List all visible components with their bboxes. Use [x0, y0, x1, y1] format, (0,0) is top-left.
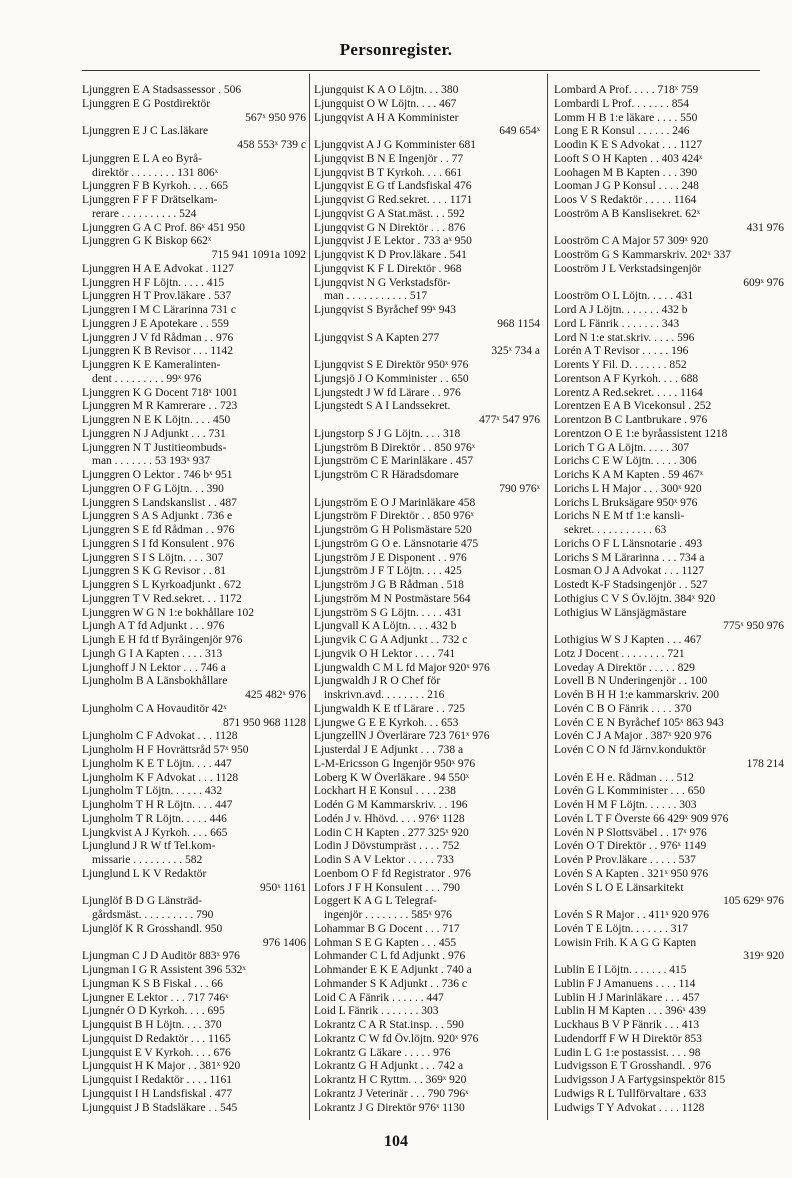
register-entry-line: Ljunggren N T Justitieombuds-	[82, 441, 227, 454]
register-entry-line: Ljunggren G K Biskop 662ˣ	[82, 235, 212, 248]
register-entry-line: Lokrantz C W fd Öv.löjtn. 920ˣ 976	[314, 1032, 479, 1045]
register-entry-line: Ljunggren E G Postdirektör	[82, 97, 211, 110]
register-entry-line: Lord N 1:e stat.skriv. . . . . 596	[554, 331, 695, 344]
register-entry-line: Ljunglund J R W tf Tel.kom-	[82, 840, 216, 853]
register-entry-line: Lorén A T Revisor . . . . . 196	[554, 345, 689, 358]
register-entry-line: Ljungman K S B Fiskal . . . 66	[82, 977, 223, 990]
register-entry-line: Lovén C J A Major . 387ˣ 920 976	[554, 730, 712, 743]
register-entry-line: Ljungwaldh K E tf Lärare . . 725	[314, 702, 466, 715]
register-entry-line: LjungzellN J Överlärare 723 761ˣ 976	[314, 730, 490, 743]
register-entry-line: Ljunglund L K V Redaktör	[82, 867, 207, 880]
register-entry-line: Lorentz A Red.sekret. . . . . 1164	[554, 386, 703, 399]
register-entry-line: Ljunggren N J Adjunkt . . . 731	[82, 427, 226, 440]
register-entry-line: Lorichs L Bruksägare 950ˣ 976	[554, 496, 698, 509]
register-entry-line: 477ˣ 547 976	[479, 414, 540, 426]
register-entry-line: 178 214	[746, 757, 784, 770]
register-entry-line: Ludvigsson J A Fartygsinspektör 815	[554, 1074, 726, 1086]
register-entry-line: Ljungquist J B Stadsläkare . . 545	[82, 1101, 238, 1114]
register-entry-line: Lombardi L Prof. . . . . . . 854	[554, 97, 690, 110]
register-entry-line: Ljunggren M R Kamrerare . . 723	[82, 400, 238, 413]
register-entry-line: Lokrantz J G Direktör 976ˣ 1130	[314, 1101, 465, 1114]
register-entry-line: Lorentzon O E 1:e byråassistent 1218	[554, 427, 728, 440]
register-entry-line: Looman J G P Konsul . . . . 248	[554, 180, 699, 193]
register-entry-line: Ljungwe G E E Kyrkoh. . . 653	[314, 716, 459, 729]
register-entry-line: Lublin E I Löjtn. . . . . . . 415	[554, 964, 687, 976]
register-entry-line: Lovén T E Löjtn. . . . . . . 317	[554, 922, 689, 935]
register-entry-line: Ljungqvist G A Stat.mäst. . . 592	[314, 207, 465, 220]
register-entry-line: Ljungquist H K Major . . 381ˣ 920	[82, 1060, 241, 1073]
register-entry-line: Ljunggren F B Kyrkoh. . . . 665	[82, 180, 228, 193]
register-entry-line: Lovén C O N fd Järnv.konduktör	[554, 744, 706, 756]
register-entry-line: Luckhaus B V P Fänrik . . . 413	[554, 1019, 700, 1031]
register-entry-line: 790 976ˣ	[499, 482, 540, 495]
register-entry-line: direktör . . . . . . . . 131 806ˣ	[92, 166, 218, 179]
register-entry-line: Ljungqvist S E Direktör 950ˣ 976	[314, 359, 469, 371]
register-entry-line: Ljunggren S Landskanslist . . 487	[82, 496, 237, 509]
register-entry-line: Loenbom O F fd Registrator . 976	[314, 867, 471, 880]
register-entry-line: Ljunggren J E Apotekare . . 559	[82, 317, 229, 330]
register-entry-line: Ljungman C J D Auditör 883ˣ 976	[82, 950, 240, 963]
register-entry-line: Lodén J v. Hhövd. . . . 976ˣ 1128	[314, 812, 465, 825]
register-entry-line: Lovén G L Komminister . . . 650	[554, 785, 705, 798]
register-entry-line: Ljungkvist A J Kyrkoh. . . . 665	[82, 826, 228, 839]
register-entry-line: Ljungqvist A J G Komminister 681	[314, 139, 476, 151]
register-entry-line: rerare . . . . . . . . . . 524	[92, 207, 197, 220]
register-entry-line: Ljungquist E V Kyrkoh. . . . 676	[82, 1046, 231, 1059]
register-entry-line: Lokrantz J Veterinär . . . 790 796ˣ	[314, 1087, 469, 1100]
register-entry-line: Ludin L G 1:e postassist. . . . 98	[554, 1046, 701, 1059]
register-entry-line: missarie . . . . . . . . . 582	[92, 854, 203, 866]
register-entry-line: Lovén B H H 1:e kammarskriv. 200	[554, 689, 720, 701]
register-entry-line: Lodin S A V Lektor . . . . . 733	[314, 854, 454, 866]
register-entry-line: Ljungvik C G A Adjunkt . . 732 c	[314, 634, 468, 646]
register-entry-line: Ljunggren H F Löjtn. . . . . 415	[82, 276, 225, 289]
register-entry-line: Lohman S E G Kapten . . . 455	[314, 936, 457, 949]
register-entry-line: Ljungström F Direktör . . 850 976ˣ	[314, 510, 474, 523]
register-entry-line: Ljungholm T Löjtn. . . . . . 432	[82, 785, 223, 798]
register-entry-line: Ljunggren S A S Adjunkt . 736 e	[82, 510, 233, 523]
register-entry-line: 968 1154	[497, 317, 540, 330]
register-entry-line: Lombard A Prof. . . . . 718ˣ 759	[554, 84, 699, 96]
register-entry-line: Lord A J Löjtn. . . . . . . 432 b	[554, 304, 688, 316]
register-entry-line: Ljungqvist S A Kapten 277	[314, 331, 440, 344]
register-entry-line: Lodén G M Kammarskriv. . . 196	[314, 799, 468, 811]
register-entry-line: Loid C A Fänrik . . . . . . 447	[314, 991, 444, 1004]
column-separator	[309, 74, 310, 1120]
register-entry-line: 950ˣ 1161	[259, 881, 306, 894]
register-entry-line: Ljungqvist J E Lektor . 733 aˣ 950	[314, 235, 472, 248]
register-entry-line: Lohmander C L fd Adjunkt . 976	[314, 950, 466, 963]
register-entry-line: Looström A B Kanslisekret. 62ˣ	[554, 207, 701, 220]
register-entry-line: Lovén S L O E Länsarkitekt	[554, 881, 684, 894]
register-entry-line: Ljungner E Lektor . . . 717 746ˣ	[82, 991, 229, 1004]
register-entry-line: Lorichs O F L Länsnotarie . 493	[554, 537, 703, 550]
register-entry-line: Lorentson A F Kyrkoh. . . . 688	[554, 372, 699, 385]
register-column-2	[314, 84, 540, 1114]
register-entry-line: Lovén S R Major . . 411ˣ 920 976	[554, 909, 709, 921]
register-entry-line: Lohmander E K E Adjunkt . 740 a	[314, 964, 472, 976]
register-entry-line: Lorentzon B C Lantbrukare . 976	[554, 414, 708, 426]
register-entry-line: Ljungström M N Postmästare 564	[314, 592, 471, 605]
register-entry-line: Long E R Konsul . . . . . . 246	[554, 125, 690, 138]
register-entry-line: Ljunggren E L A eo Byrå-	[82, 152, 202, 165]
register-entry-line: Ljungqvist G Red.sekret. . . . 1171	[314, 194, 473, 206]
register-entry-line: Ljungquist O W Löjtn. . . . 467	[314, 97, 457, 110]
register-entry-line: Ljunggren W G N 1:e bokhållare 102	[82, 606, 255, 619]
register-entry-line: Loberg K W Överläkare . 94 550ˣ	[314, 771, 470, 784]
register-entry-line: Lothigius W Länsjägmästare	[554, 606, 687, 619]
register-entry-line: 458 553ˣ 739 c	[237, 139, 306, 151]
register-entry-line: Ljungquist K A O Löjtn. . . 380	[314, 84, 459, 96]
register-entry-line: Ljungholm K E T Löjtn. . . . 447	[82, 757, 232, 770]
register-entry-line: Lorichs N E M tf 1:e kansli-	[554, 510, 685, 523]
register-entry-line: Ljungstorp S J G Löjtn. . . . 318	[314, 427, 461, 440]
page-number: 104	[384, 1133, 408, 1150]
register-entry-line: Ljunggren G A C Prof. 86ˣ 451 950	[82, 221, 246, 234]
register-entry-line: Loodin K E S Advokat . . . 1127	[554, 139, 703, 151]
register-entry-line: Ljusterdal J E Adjunkt . . . 738 a	[314, 744, 464, 756]
register-entry-line: Lovén L T F Överste 66 429ˣ 909 976	[554, 812, 729, 825]
register-entry-line: Ljungwaldh C M L fd Major 920ˣ 976	[314, 661, 490, 674]
register-entry-line: Lovén C B O Fänrik . . . . 370	[554, 702, 692, 715]
register-entry-line: Lovén E H e. Rådman . . . 512	[554, 771, 694, 784]
register-entry-line: Ljunggren S I S Löjtn. . . . 307	[82, 551, 224, 564]
register-entry-line: Lovén C E N Byråchef 105ˣ 863 943	[554, 716, 724, 729]
register-entry-line: Looström O L Löjtn. . . . . 431	[554, 290, 694, 303]
register-entry-line: 425 482ˣ 976	[245, 689, 306, 701]
register-entry-line: Ljungholm T R Löjtn. . . . . 446	[82, 812, 227, 825]
register-entry-line: Loohagen M B Kapten . . . 390	[554, 166, 698, 179]
register-entry-line: 609ˣ 976	[743, 276, 784, 289]
register-entry-line: Ljungqvist N G Verkstadsför-	[314, 276, 451, 289]
register-entry-line: Lothigius C V S Öv.löjtn. 384ˣ 920	[554, 592, 716, 605]
register-entry-line: man . . . . . . . 53 193ˣ 937	[92, 455, 210, 468]
register-entry-line: Ljungström E O J Marinläkare 458	[314, 496, 476, 509]
register-entry-line: Ljungquist B H Löjtn. . . . 370	[82, 1019, 222, 1031]
register-entry-line: Ljunggren O Lektor . 746 bˣ 951	[82, 469, 233, 481]
register-entry-line: Lodin C H Kapten . 277 325ˣ 920	[314, 826, 469, 839]
register-entry-line: 319ˣ 920	[743, 950, 784, 963]
register-entry-line: 325ˣ 734 a	[491, 345, 540, 358]
register-entry-line: Lovén H M F Löjtn. . . . . . 303	[554, 799, 697, 811]
register-entry-line: Ljungqvist G N Direktör . . . 876	[314, 221, 466, 234]
register-entry-line: Ljungquist I Redaktör . . . . 1161	[82, 1074, 233, 1086]
register-entry-line: inskrivn.avd. . . . . . . . 216	[324, 689, 445, 701]
register-entry-line: Ljungholm K F Advokat . . . 1128	[82, 771, 239, 784]
register-column-1	[82, 84, 306, 1114]
register-entry-line: Lorentzen E A B Vicekonsul . 252	[554, 400, 712, 413]
register-entry-line: ingenjör . . . . . . . . 585ˣ 976	[324, 909, 452, 921]
register-entry-line: Lohmander S K Adjunkt . . 736 c	[314, 977, 467, 990]
register-entry-line: Looström C A Major 57 309ˣ 920	[554, 235, 709, 248]
register-entry-line: Lostedt K-F Stadsingenjör . . 527	[554, 579, 708, 591]
register-entry-line: Lovén O T Direktör . . 976ˣ 1149	[554, 840, 707, 853]
register-entry-line: Ljunghoff J N Lektor . . . 746 a	[82, 661, 226, 674]
register-entry-line: 715 941 1091a 1092	[211, 249, 306, 261]
register-entry-line: Lockhart H E Konsul . . . . 238	[314, 785, 456, 798]
register-entry-line: Lowisin Frih. K A G G Kapten	[554, 936, 697, 949]
register-entry-line: Ljungström B Direktör . . 850 976ˣ	[314, 441, 476, 454]
register-entry-line: dent . . . . . . . . . 99ˣ 976	[92, 372, 202, 385]
header-rule	[82, 70, 760, 71]
register-entry-line: Lublin H M Kapten . . . 396ˣ 439	[554, 1005, 706, 1018]
register-entry-line: Lovén P Prov.läkare . . . . . 537	[554, 854, 696, 866]
register-entry-line: Lokrantz H C Ryttm. . . 369ˣ 920	[314, 1074, 467, 1086]
register-entry-line: Ljungh A T fd Adjunkt . . . 976	[82, 620, 225, 633]
register-entry-line: Lorich T G A Löjtn. . . . . 307	[554, 441, 690, 454]
register-entry-line: Ljungh G I A Kapten . . . . 313	[82, 647, 223, 660]
register-entry-line: Ljunggren I M C Lärarinna 731 c	[82, 304, 236, 316]
register-entry-line: Loveday A Direktör . . . . . 829	[554, 661, 695, 674]
register-entry-line: Ljungström J G B Rådman . 518	[314, 579, 464, 591]
register-entry-line: Ljungström C E Marinläkare . 457	[314, 455, 474, 468]
register-entry-line: Ljungström G H Polismästare 520	[314, 524, 472, 536]
register-entry-line: Ljungqvist A H A Komminister	[314, 111, 459, 124]
register-entry-line: 775ˣ 950 976	[723, 620, 784, 633]
register-entry-line: Lodin J Dövstumpräst . . . . 752	[314, 840, 460, 853]
register-entry-line: Loid L Fänrik . . . . . . . 303	[314, 1005, 439, 1018]
register-entry-line: Ljungström S G Löjtn. . . . . 431	[314, 606, 462, 619]
register-entry-line: Lokrantz C A R Stat.insp. . . 590	[314, 1019, 464, 1031]
register-entry-line: Ljunggren N E K Löjtn. . . . 450	[82, 414, 231, 426]
register-entry-line: Ljunggren S K G Revisor . . 81	[82, 565, 227, 578]
register-entry-line: Lublin H J Marinläkare . . . 457	[554, 991, 700, 1004]
register-entry-line: Looström G S Kammarskriv. 202ˣ 337	[554, 249, 731, 261]
register-entry-line: Ludwigs T Y Advokat . . . . 1128	[554, 1101, 705, 1114]
register-entry-line: Ljungwaldh J R O Chef för	[314, 675, 441, 688]
register-entry-line: Ljungqvist K D Prov.läkare . 541	[314, 249, 467, 261]
register-entry-line: Ljunggren S E fd Rådman . . 976	[82, 524, 235, 536]
register-entry-line: Lotz J Docent . . . . . . . . 721	[554, 647, 685, 660]
register-entry-line: Ludvigsson E T Grosshandl. . 976	[554, 1060, 712, 1073]
register-entry-line: Lofors J F H Konsulent . . . 790	[314, 881, 460, 894]
register-entry-line: Lokrantz G Läkare . . . . . 976	[314, 1046, 451, 1059]
register-entry-line: Lovén N P Slottsväbel . . 17ˣ 976	[554, 826, 707, 839]
register-entry-line: 431 976	[746, 221, 784, 234]
register-entry-line: Ljunggren O F G Löjtn. . . 390	[82, 482, 224, 495]
register-entry-line: Ljunggren K E Kameralinten-	[82, 359, 221, 371]
register-entry-line: Ljunggren E A Stadsassessor . 506	[82, 84, 242, 96]
register-entry-line: L-M-Ericsson G Ingenjör 950ˣ 976	[314, 757, 476, 770]
register-entry-line: Ljunggren F F F Drätselkam-	[82, 194, 218, 206]
register-entry-line: Ljungholm B A Länsbokhållare	[82, 675, 228, 688]
register-entry-line: 105 629ˣ 976	[723, 895, 784, 908]
register-entry-line: Ljungsjö J O Komminister . . 650	[314, 372, 469, 385]
register-entry-line: Ljungvik O H Lektor . . . . 741	[314, 647, 456, 660]
page-title: Personregister.	[339, 40, 453, 59]
register-entry-line: Ljungholm H F Hovrättsråd 57ˣ 950	[82, 744, 249, 756]
register-entry-line: Looft S O H Kapten . . 403 424ˣ	[554, 152, 703, 165]
register-entry-line: Ljungstedt J W fd Lärare . . 976	[314, 386, 461, 399]
register-entry-line: 976 1406	[262, 936, 306, 949]
register-entry-line: Ljungquist D Redaktör . . . 1165	[82, 1032, 231, 1045]
register-entry-line: Ljungqvist E G tf Landsfiskal 476	[314, 180, 472, 193]
register-entry-line: Ljungqvist S Byråchef 99ˣ 943	[314, 304, 456, 316]
register-entry-line: Ljungholm C F Advokat . . . 1128	[82, 730, 238, 743]
register-entry-line: Ljungqvist K F L Direktör . 968	[314, 262, 462, 275]
register-entry-line: 649 654ˣ	[499, 125, 540, 138]
register-entry-line: Lothigius W S J Kapten . . . 467	[554, 634, 702, 646]
register-entry-line: Lorichs K A M Kapten . 59 467ˣ	[554, 469, 703, 481]
register-entry-line: Ljungvall K A Löjtn. . . . 432 b	[314, 620, 457, 633]
register-entry-line: Ljungholm C A Hovauditör 42ˣ	[82, 702, 227, 715]
register-entry-line: Lohammar B G Docent . . . 717	[314, 922, 460, 935]
register-entry-line: Ljungh E H fd tf Byråingenjör 976	[82, 634, 243, 646]
register-entry-line: Ljungstedt S A I Landssekret.	[314, 400, 451, 413]
register-entry-line: Lorichs S M Lärarinna . . . 734 a	[554, 551, 705, 564]
register-entry-line: Ljunggren H T Prov.läkare . 537	[82, 290, 232, 303]
register-entry-line: Lorichs C E W Löjtn. . . . . 306	[554, 455, 697, 468]
register-entry-line: Lorents Y Fil. D. . . . . . . 852	[554, 359, 687, 371]
register-entry-line: Ljungström C R Häradsdomare	[314, 469, 459, 481]
register-entry-line: Lublin F J Amanuens . . . . 114	[554, 977, 696, 990]
register-column-3	[554, 84, 784, 1114]
register-entry-line: Looström J L Verkstadsingenjör	[554, 262, 702, 275]
register-entry-line: Ljunglöf K R Grosshandl. 950	[82, 922, 223, 935]
register-entry-line: Ludwigs R L Tullförvaltare . 633	[554, 1087, 707, 1100]
register-entry-line: Ljunggren J V fd Rådman . . 976	[82, 331, 234, 344]
register-entry-line: Ljunggren K B Revisor . . . 1142	[82, 345, 233, 358]
register-entry-line: sekret. . . . . . . . . . . 63	[564, 524, 667, 536]
register-entry-line: Ljungnér O D Kyrkoh. . . . 695	[82, 1005, 225, 1018]
register-entry-line: Ljungström J F T Löjtn. . . . 425	[314, 565, 462, 578]
register-entry-line: Loggert K A G L Telegraf-	[314, 895, 437, 908]
register-entry-line: Lomm H B 1:e läkare . . . . 550	[554, 111, 698, 124]
register-entry-line: Ljungqvist B T Kyrkoh. . . . 661	[314, 166, 463, 179]
register-entry-line: Ljungqvist B N E Ingenjör . . 77	[314, 152, 464, 165]
register-entry-line: Ljungquist I H Landsfiskal . 477	[82, 1087, 233, 1100]
register-entry-line: Ljunggren T V Red.sekret. . . 1172	[82, 592, 242, 605]
register-entry-line: gårdsmäst. . . . . . . . . . 790	[92, 909, 214, 921]
register-entry-line: Loos V S Redaktör . . . . . 1164	[554, 194, 697, 206]
register-entry-line: Ljungholm T H R Löjtn. . . . 447	[82, 799, 233, 811]
register-entry-line: Ljunglöf B D G Länsträd-	[82, 895, 203, 908]
register-entry-line: Ljunggren S L Kyrkoadjunkt . 672	[82, 579, 242, 591]
register-entry-line: Ljungström J E Disponent . . 976	[314, 551, 467, 564]
register-entry-line: Losman O J A Advokat . . . 1127	[554, 565, 705, 578]
register-entry-line: Ljunggren H A E Advokat . 1127	[82, 262, 234, 275]
register-entry-line: Ljunggren S I fd Konsulent . 976	[82, 537, 235, 550]
column-separator	[547, 74, 548, 1120]
register-entry-line: Ludendorff F W H Direktör 853	[554, 1032, 702, 1045]
register-entry-line: Lovén S A Kapten . 321ˣ 950 976	[554, 867, 709, 880]
register-entry-line: man . . . . . . . . . . . 517	[324, 290, 428, 303]
register-entry-line: 567ˣ 950 976	[245, 111, 306, 124]
register-entry-line: Lorichs L H Major . . . 300ˣ 920	[554, 482, 702, 495]
register-entry-line: Ljungström G O e. Länsnotarie 475	[314, 537, 479, 550]
register-entry-line: Lokrantz G H Adjunkt . . . 742 a	[314, 1060, 464, 1073]
register-entry-line: Ljunggren K G Docent 718ˣ 1001	[82, 386, 238, 399]
register-entry-line: Lord L Fänrik . . . . . . . 343	[554, 317, 680, 330]
register-entry-line: Ljungman I G R Assistent 396 532ˣ	[82, 964, 246, 976]
register-entry-line: Lovell B N Underingenjör . . 100	[554, 675, 708, 688]
register-entry-line: 871 950 968 1128	[223, 716, 306, 729]
register-entry-line: Ljunggren E J C Las.läkare	[82, 125, 209, 138]
